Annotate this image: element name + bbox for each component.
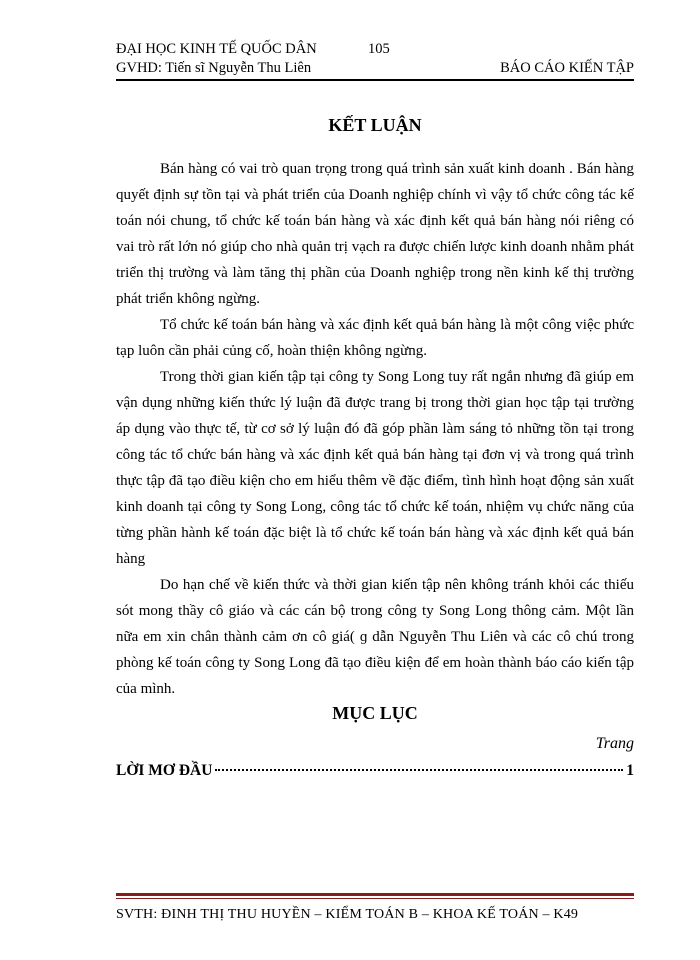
footer-divider-thick (116, 893, 634, 896)
advisor-name: GVHD: Tiến sĩ Nguyễn Thu Liên (116, 60, 312, 76)
conclusion-paragraph: Tổ chức kế toán bán hàng và xác định kết quả bán hàng là một công việc phức tạp luôn cần phải củng cố, hoàn thiện không ngừng. (116, 317, 634, 359)
conclusion-paragraph: Bán hàng có vai trò quan trọng trong quá trình sản xuất kinh doanh . Bán hàng quyết định sự tồn tại và phát triển của Doanh nghiệp chính vì vậy tổ chức công tác kế toán nói chung, tổ chức kế toán bán hàng và xác định kết quả bán hàng nói riêng có vai trò rất lớn nó giúp cho nhà quản trị vạch ra được chiến lược kinh doanh nhằm phát triển thị trường và làm tăng thị phần của Doanh nghiệp trong nền kinh kế thị trường phát triển không ngừng. (116, 161, 634, 307)
toc-page-label: Trang (595, 735, 634, 752)
page-footer: SVTH: ĐINH THỊ THU HUYỀN – KIỂM TOÁN B – KHOA KẾ TOÁN – K49 (116, 907, 579, 922)
toc-entry-page: 1 (626, 762, 634, 779)
conclusion-paragraph: Do hạn chế về kiến thức và thời gian kiến tập nên không tránh khỏi các thiếu sót mong thầy cô giáo và các cán bộ trong công ty Song Long thông cảm. Một lần nữa em xin chân thành cảm ơn cô giá( ɡ dẫn Nguyễn Thu Liên và các cô chú trong phòng kế toán công ty Song Long đã tạo điều kiện để em hoàn thành báo cáo kiến tập của mình. (116, 577, 634, 697)
page-number: 105 (368, 41, 390, 57)
university-name: ĐẠI HỌC KINH TẾ QUỐC DÂN (116, 41, 317, 57)
toc-entry[interactable] (116, 762, 634, 784)
conclusion-body (116, 156, 634, 702)
footer-divider-thin (116, 898, 634, 899)
toc-title: MỤC LỤC (332, 703, 418, 723)
conclusion-title: KẾT LUẬN (328, 115, 422, 135)
conclusion-paragraph: Trong thời gian kiến tập tại công ty Song Long tuy rất ngắn nhưng đã giúp em vận dụng những kiến thức lý luận đã được trang bị trong thời gian học tập tại trường áp dụng vào thực tế, từ cơ sở lý luận đó đã góp phần làm sáng tỏ những tồn tại trong công tác tổ chức bán hàng và xác định kết quả bán hàng tại đơn vị và trong quá trình thực tập đã tạo điều kiện cho em hiểu thêm về đặc điểm, tình hình hoạt động sản xuất kinh doanh tại công ty Song Long, công tác tổ chức kế toán, nhiệm vụ chức năng của từng phần hành kế toán đặc biệt là tổ chức kế toán bán hàng và xác định kết quả bán hàng (116, 369, 634, 567)
toc-leader-dots (215, 769, 623, 771)
toc-entry-label: LỜI MƠ ĐẦU (116, 762, 213, 779)
report-type: BÁO CÁO KIẾN TẬP (500, 60, 634, 76)
page-header (116, 40, 634, 78)
header-divider (116, 79, 634, 81)
